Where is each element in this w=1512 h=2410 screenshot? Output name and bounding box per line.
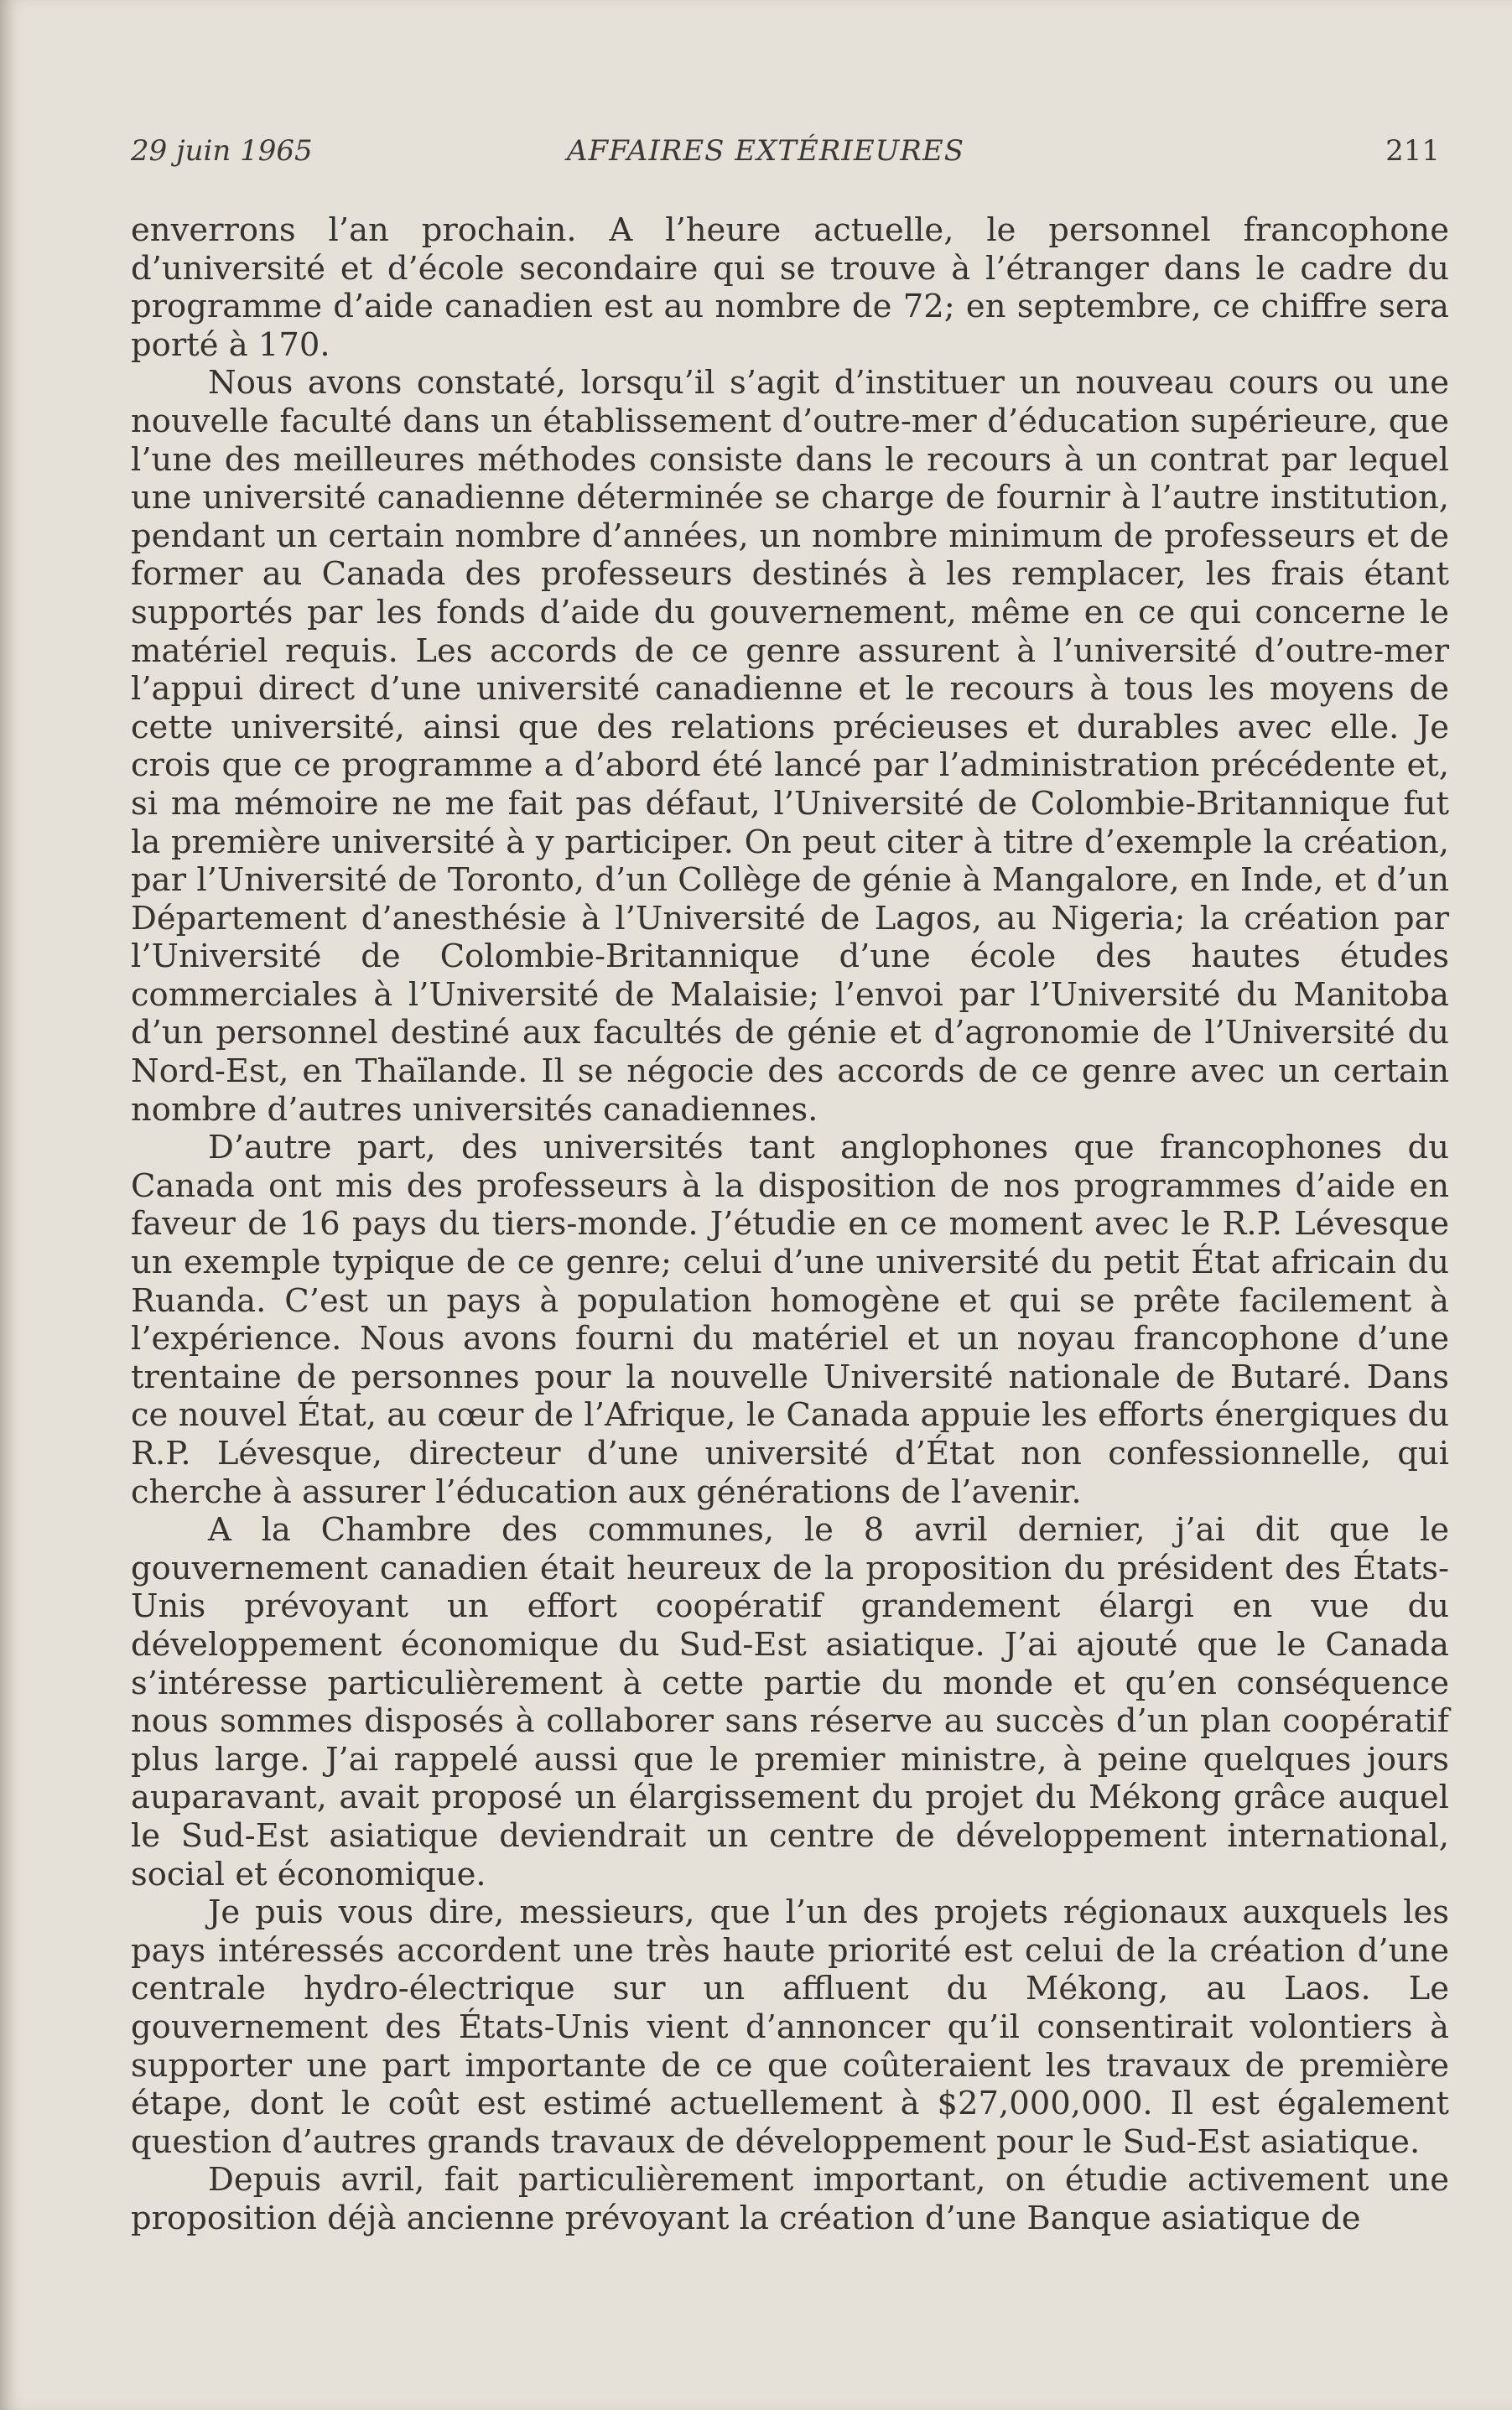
page-number: 211 bbox=[1385, 134, 1440, 168]
paragraph: Nous avons constaté, lorsqu’il s’agit d’instituer un nouveau cours ou une nouvelle faculté dans un établissement d’outre-mer d’éducation supérieure, que l’une des meilleures méthodes consiste dans le recours à un contrat par lequel une université canadienne déterminée se charge de fournir à l’autre institution, pendant un certain nombre d’années, un nombre minimum de professeurs et de former au Canada des professeurs destinés à les remplacer, les frais étant supportés par les fonds d’aide du gouvernement, même en ce qui concerne le matériel requis. Les accords de ce genre assurent à l’université d’outre-mer l’appui direct d’une université canadienne et le recours à tous les moyens de cette université, ainsi que des relations précieuses et durables avec elle. Je crois que ce programme a d’abord été lancé par l’administration précédente et, si ma mémoire ne me fait pas défaut, l’Université de Colombie-Britannique fut la première université à y participer. On peut citer à titre d’exemple la création, par l’Université de Toronto, d’un Collège de génie à Mangalore, en Inde, et d’un Département d’anesthésie à l’Université de Lagos, au Nigeria; la création par l’Université de Colombie-Britannique d’une école des hautes études commerciales à l’Université de Malaisie; l’envoi par l’Université du Manitoba d’un personnel destiné aux facultés de génie et d’agronomie de l’Université du Nord-Est, en Thaïlande. Il se négocie des accords de ce genre avec un certain nombre d’autres universités canadiennes. bbox=[131, 364, 1449, 1129]
paragraph: Depuis avril, fait particulièrement important, on étudie activement une proposition déjà ancienne prévoyant la création d’une Banque asiatique de bbox=[131, 2161, 1449, 2237]
header-date: 29 juin 1965 bbox=[131, 134, 313, 168]
body-text bbox=[131, 211, 1449, 2237]
paragraph: Je puis vous dire, messieurs, que l’un des projets régionaux auxquels les pays intéressés accordent une très haute priorité est celui de la création d’une centrale hydro-électrique sur un affluent du Mékong, au Laos. Le gouvernement des États-Unis vient d’annoncer qu’il consentirait volontiers à supporter une part importante de ce que coûteraient les travaux de première étape, dont le coût est estimé actuellement à $27,000,000. Il est également question d’autres grands travaux de développement pour le Sud-Est asiatique. bbox=[131, 1893, 1449, 2161]
running-header bbox=[131, 134, 1440, 178]
paragraph: enverrons l’an prochain. A l’heure actuelle, le personnel francophone d’université et d’école secondaire qui se trouve à l’étranger dans le cadre du programme d’aide canadien est au nombre de 72; en septembre, ce chiffre sera porté à 170. bbox=[131, 211, 1449, 364]
paragraph: A la Chambre des communes, le 8 avril dernier, j’ai dit que le gouvernement canadien était heureux de la proposition du président des États-Unis prévoyant un effort coopératif grandement élargi en vue du développement économique du Sud-Est asiatique. J’ai ajouté que le Canada s’intéresse particulièrement à cette partie du monde et qu’en conséquence nous sommes disposés à collaborer sans réserve au succès d’un plan coopératif plus large. J’ai rappelé aussi que le premier ministre, à peine quelques jours auparavant, avait proposé un élargissement du projet du Mékong grâce auquel le Sud-Est asiatique deviendrait un centre de développement international, social et économique. bbox=[131, 1511, 1449, 1893]
paragraph: D’autre part, des universités tant anglophones que francophones du Canada ont mis des professeurs à la disposition de nos programmes d’aide en faveur de 16 pays du tiers-monde. J’étudie en ce moment avec le R.P. Lévesque un exemple typique de ce genre; celui d’une université du petit État africain du Ruanda. C’est un pays à population homogène et qui se prête facilement à l’expérience. Nous avons fourni du matériel et un noyau francophone d’une trentaine de personnes pour la nouvelle Université nationale de Butaré. Dans ce nouvel État, au cœur de l’Afrique, le Canada appuie les efforts énergiques du R.P. Lévesque, directeur d’une université d’État non confessionnelle, qui cherche à assurer l’éducation aux générations de l’avenir. bbox=[131, 1129, 1449, 1511]
header-title: AFFAIRES EXTÉRIEURES bbox=[567, 134, 965, 168]
